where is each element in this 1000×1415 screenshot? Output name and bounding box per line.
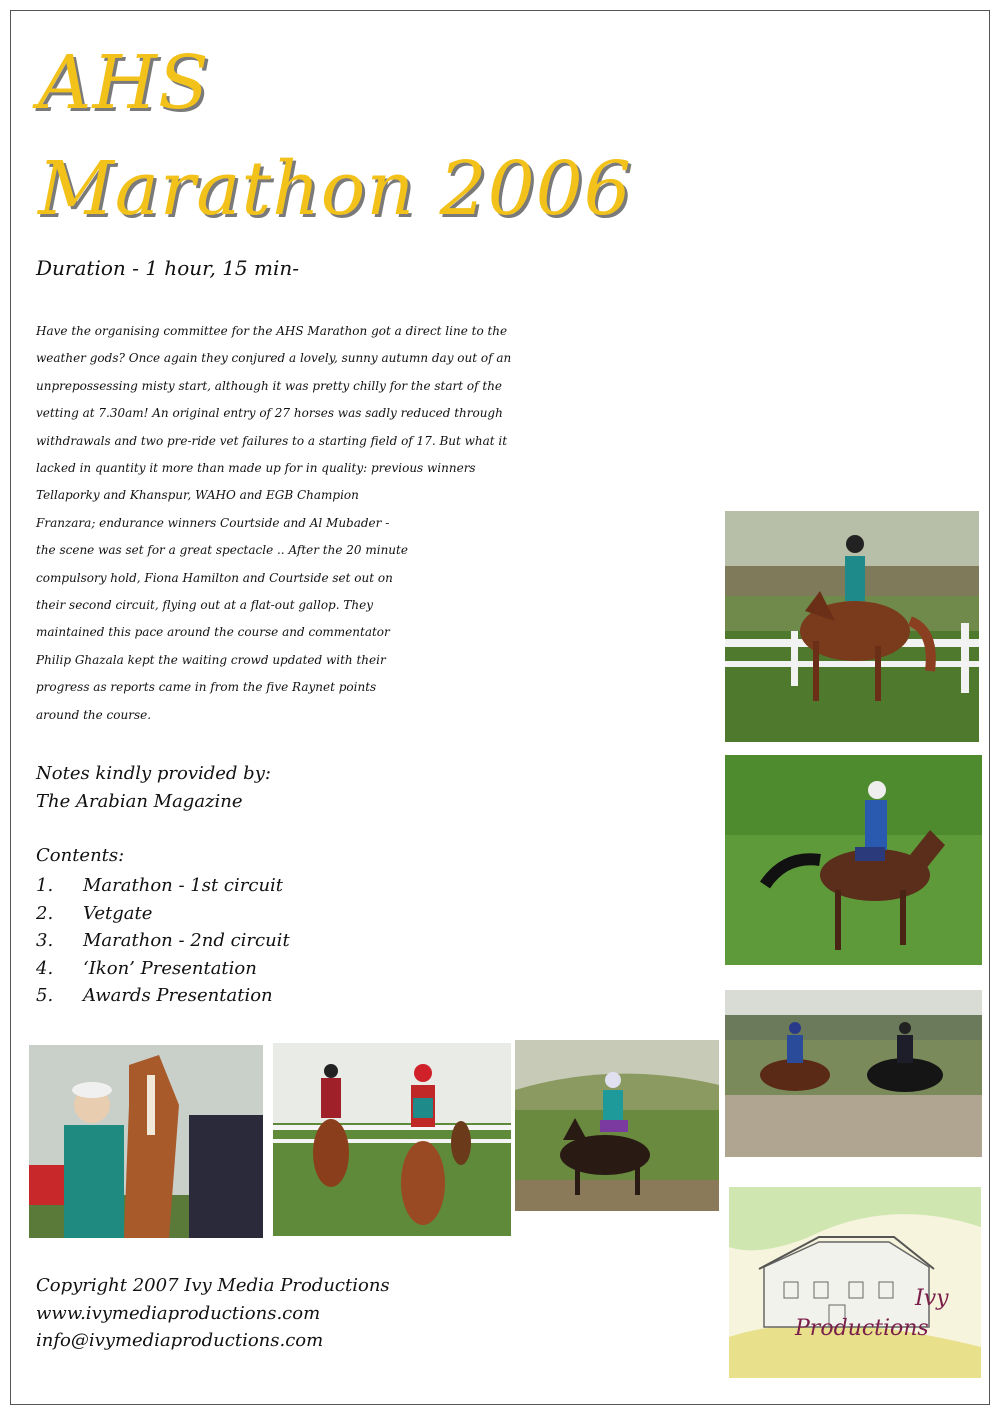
contents-list <box>36 872 290 1010</box>
photo-rider-cantering <box>515 1040 719 1211</box>
intro-line: withdrawals and two pre-ride vet failures to a starting field of 17. But what it <box>36 433 508 448</box>
intro-line: lacked in quantity it more than made up for in quality: previous winners <box>36 461 476 476</box>
intro-line: Have the organising committee for the AHS Marathon got a direct line to the <box>36 324 508 338</box>
photo-rider-galloping <box>725 755 982 965</box>
website-link[interactable]: www.ivymediaproductions.com <box>36 1302 321 1324</box>
photo-riders-crossing <box>725 990 982 1157</box>
page-title-line-1: AHS <box>38 40 210 126</box>
list-item: 4. ‘Ikon’ Presentation <box>36 957 257 979</box>
ivy-productions-logo <box>729 1187 981 1378</box>
notes-line-1: Notes kindly provided by: <box>36 763 271 784</box>
intro-line: their second circuit, flying out at a flat-out gallop. They <box>36 598 373 613</box>
page-title-line-2: Marathon 2006 <box>38 146 632 232</box>
photo-rider-by-fence <box>725 511 979 742</box>
copyright-block <box>36 1272 390 1355</box>
intro-line: weather gods? Once again they conjured a lovely, sunny autumn day out of an <box>36 351 512 366</box>
list-item: 1. Marathon - 1st circuit <box>36 875 284 896</box>
intro-line: unprepossessing misty start, although it was pretty chilly for the start of the <box>36 378 503 393</box>
list-item: 5. Awards Presentation <box>36 985 273 1006</box>
contents-heading: Contents: <box>36 845 125 866</box>
photo-rider-with-horse <box>29 1045 263 1238</box>
intro-line: vetting at 7.30am! An original entry of 27 horses was sadly reduced through <box>36 406 503 421</box>
notes-line-2: The Arabian Magazine <box>36 790 243 812</box>
duration-text: Duration - 1 hour, 15 min- <box>36 256 299 280</box>
intro-line: progress as reports came in from the five Raynet points <box>36 680 377 695</box>
intro-line: maintained this pace around the course and commentator <box>36 625 390 640</box>
copyright-line: Copyright 2007 Ivy Media Productions <box>36 1275 390 1296</box>
photo-two-riders <box>273 1043 511 1236</box>
intro-line: Tellaporky and Khanspur, WAHO and EGB Champion <box>36 488 359 503</box>
logo-word-productions: Productions <box>795 1316 929 1341</box>
list-item: 3. Marathon - 2nd circuit <box>36 930 290 951</box>
intro-line: compulsory hold, Fiona Hamilton and Courtside set out on <box>36 570 393 585</box>
logo-word-ivy: Ivy <box>915 1286 949 1311</box>
notes-credit <box>36 760 271 815</box>
intro-line: Philip Ghazala kept the waiting crowd updated with their <box>36 652 386 667</box>
list-item: 2. Vetgate <box>36 902 153 924</box>
intro-line: around the course. <box>36 707 152 722</box>
intro-line: Franzara; endurance winners Courtside and Al Mubader - <box>36 515 390 530</box>
email-link[interactable]: info@ivymediaproductions.com <box>36 1330 324 1351</box>
intro-line: the scene was set for a great spectacle .. After the 20 minute <box>36 543 408 558</box>
